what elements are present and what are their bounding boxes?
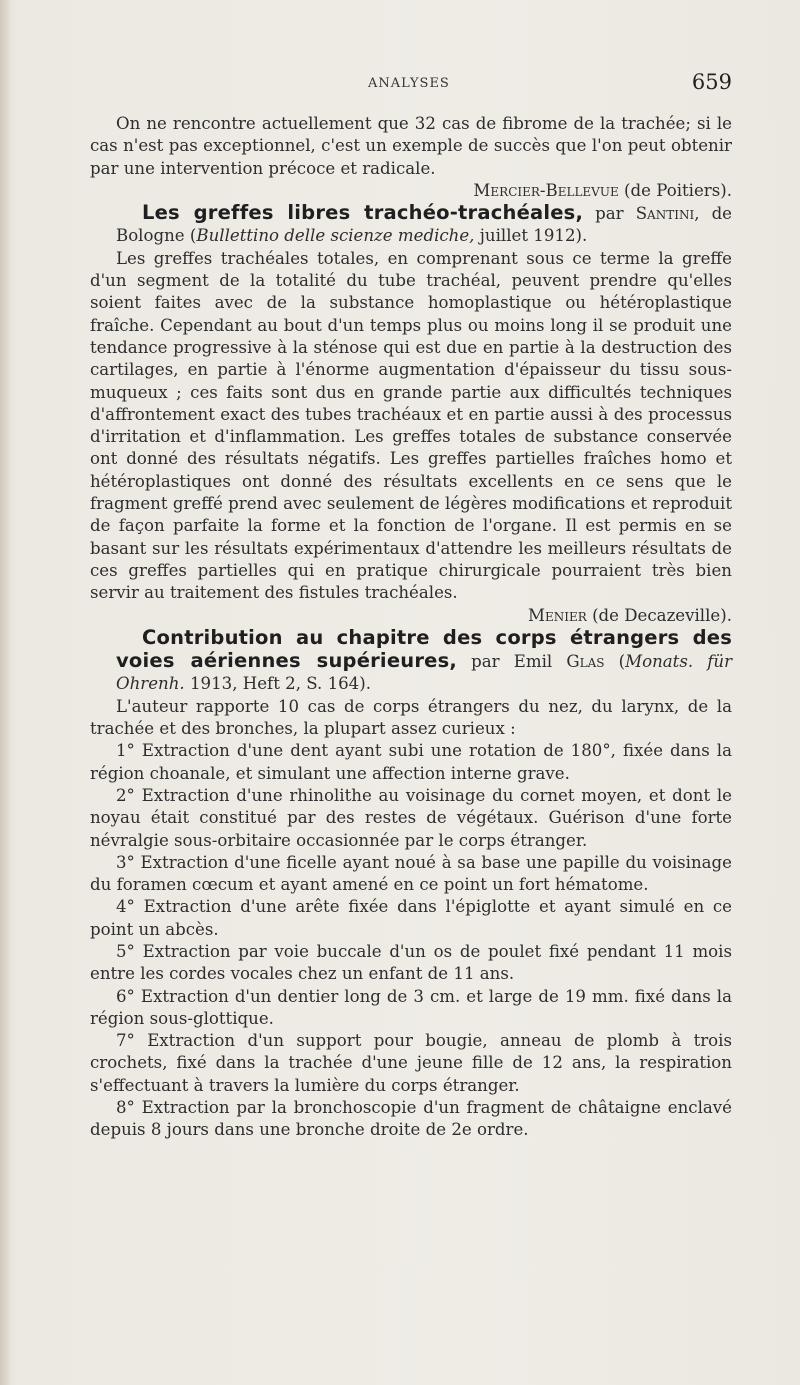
page-spine-edge — [0, 0, 10, 1385]
case-item: 1° Extraction d'une dent ayant subi une rotation de 180°, fixée dans la région choanale, et simulant une affection interne grave. — [90, 741, 732, 783]
case-item: 3° Extraction d'une ficelle ayant noué à sa base une papille du voisinage du foramen cœcum et ayant amené en ce point un fort hématome. — [90, 852, 732, 895]
running-head: ANALYSES — [368, 76, 450, 91]
page-number: 659 — [691, 70, 732, 94]
reviewer-place: (de Decazeville). — [592, 605, 732, 625]
case-item: 6° Extraction d'un dentier long de 3 cm. et large de 19 mm. fixé dans la région sous-glottique. — [90, 986, 732, 1028]
case-item: 7° Extraction d'un support pour bougie, anneau de plomb à trois crochets, fixé dans la trachée d'une jeune fille de 12 ans, la respiration s'effectuant à travers la lumière du corps étranger. — [90, 1031, 732, 1095]
case-item: 4° Extraction d'une arête fixée dans l'épiglotte et ayant simulé en ce point un abcès. — [90, 897, 732, 939]
entry-reference: 1913, Heft 2, S. 164). — [189, 674, 371, 694]
entry-date: juillet 1912). — [479, 226, 588, 246]
article-paragraph: Les greffes trachéales totales, en comprenant sous ce terme la greffe d'un segment de la totalité du tube trachéal, peuvent prendre qu'elles soient faites avec de la substance homoplastique ou hétéroplastique fraîche. Cependant au bout d'un temps plus ou moins long il se produit une tendance progressive à la sténose qui est due en partie à la destruction des cartilages, en partie à l'énorme augmentation d'épaisseur du tissu sous-muqueux ; ces faits sont dus en grande partie aux difficultés techniques d'affrontement exact des tubes trachéaux et en partie aussi à des processus d'irritation et d'inflammation. Les greffes totales de substance conservée ont donné des résultats négatifs. Les greffes partielles fraîches homo et hétéroplastiques ont donné des résultats excellents en ce sens que le fragment greffé prend avec seulement de légères modifications et reproduit de façon parfaite la forme et la fonction de l'organe. Il est permis en se basant sur les résultats expérimentaux d'attendre les meilleurs résultats de ces greffes partielles qui en pratique chirurgicale pourraient très bien servir au traitement des fistules trachéales. — [90, 248, 732, 603]
article-paragraph: L'auteur rapporte 10 cas de corps étrangers du nez, du larynx, de la trachée et des bronches, la plupart assez curieux : — [90, 696, 732, 739]
case-item: 5° Extraction par voie buccale d'un os de poulet fixé pendant 11 mois entre les cordes vocales chez un enfant de 11 ans. — [90, 941, 732, 984]
reviewer-name: Mercier-Bellevue — [473, 180, 619, 200]
page-header — [90, 72, 732, 100]
reviewer-signature — [90, 605, 732, 627]
entry-journal: Monats. für Ohrenh. — [116, 652, 733, 694]
entry-title: Les greffes libres trachéo-trachéales, — [142, 201, 584, 225]
entry-title: Contribution au chapitre des corps étrangers des voies aériennes supérieures, — [116, 625, 732, 673]
reviewer-place: (de Poitiers). — [624, 180, 732, 200]
entry-heading: Les greffes libres trachéo-trachéales, par Santini, de Bologne (Bullettino delle scienze mediche, juillet 1912). — [116, 201, 733, 246]
case-item: 8° Extraction par la bronchoscopie d'un fragment de châtaigne enclavé depuis 8 jours dans une bronche droite de 2e ordre. — [90, 1098, 732, 1140]
case-item: 2° Extraction d'une rhinolithe au voisinage du cornet moyen, et dont le noyau était constitué par des restes de végétaux. Guérison d'une forte névralgie sous-orbitaire occasionnée par le corps étranger. — [90, 785, 732, 850]
entry-heading: Contribution au chapitre des corps étrangers des voies aériennes supérieures, par Emil Glas (Monats. für Ohrenh. 1913, Heft 2, S. 164). — [116, 625, 733, 694]
page-body — [90, 113, 732, 1142]
entry-author: Santini, — [635, 204, 700, 224]
entry-author: Glas — [566, 652, 605, 672]
reviewer-signature — [90, 180, 732, 202]
reviewer-name: Menier — [527, 605, 587, 625]
entry-by: par — [595, 204, 624, 224]
entry-author-place: de Bologne — [116, 204, 733, 246]
entry-journal: Bullettino delle scienze mediche, — [196, 226, 475, 246]
entry-by: par Emil — [471, 652, 553, 672]
article-paragraph: On ne rencontre actuellement que 32 cas de fibrome de la trachée; si le cas n'est pas exceptionnel, c'est un exemple de succès que l'on peut obtenir par une intervention précoce et radicale. — [90, 114, 732, 178]
